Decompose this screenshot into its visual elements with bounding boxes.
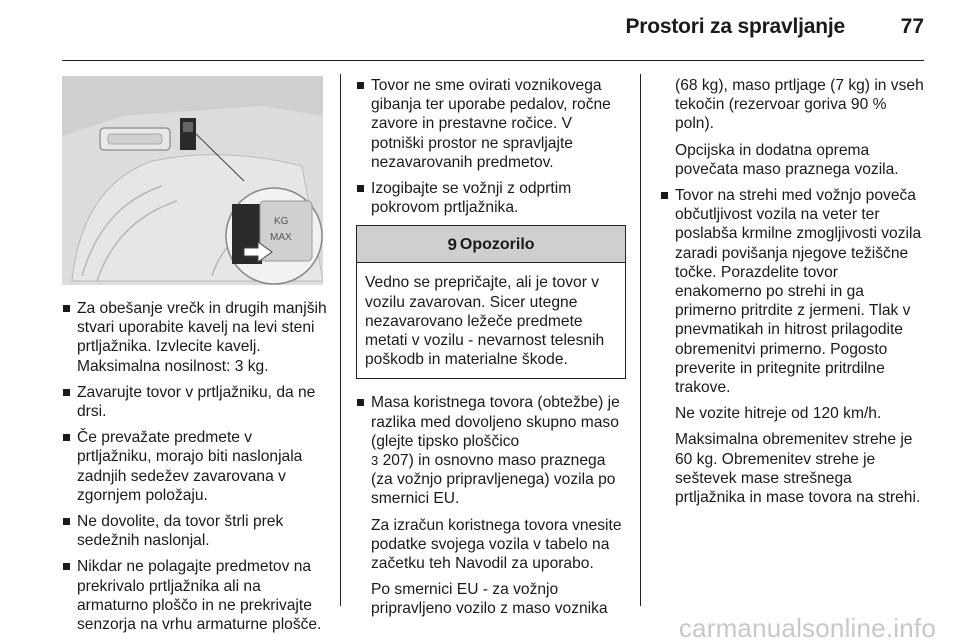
list-item: Tovor na strehi med vožnjo poveča občutljivost vozila na veter ter poslabša krmilne zmogljivosti vozila zaradi povišanja njegove težiščne točke. Porazdelite tovor enakomerno po strehi in ga primerno pritrdite z jermeni. Tlak v pnevmatikah in hitrost prilagodite obremenitvi primerno. Pogosto preverite in pritegnite pritrdilne trakove. xyxy=(660,186,925,397)
mass-text-before: Masa koristnega tovora (obtežbe) je razlika med dovoljeno skupno maso (glejte tipsko ploščico xyxy=(371,394,620,450)
mass-text-after: 207) in osnovno maso praznega (za vožnjo pripravljenega) vozila po smernici EU. xyxy=(371,452,616,508)
mass-bullet-list xyxy=(356,393,626,508)
column-middle xyxy=(356,76,626,626)
hook-badge-max: MAX xyxy=(270,232,292,243)
warning-title: Opozorilo xyxy=(459,235,535,253)
list-item: Izogibajte se vožnji z odprtim pokrovom prtljažnika. xyxy=(356,179,626,217)
watermark: carmanualsonline.info xyxy=(678,613,936,643)
list-item: Če prevažate predmete v prtljažniku, morajo biti naslonjala zadnjih sedežev zavarovana v zgornjem položaju. xyxy=(62,428,327,505)
left-bullet-list xyxy=(62,299,327,634)
paragraph: Po smernici EU - za vožnjo pripravljeno vozilo z maso voznika xyxy=(371,581,608,618)
paragraph: Opcijska in dodatna oprema povečata maso praznega vozila. xyxy=(675,141,899,178)
page-reference-icon[interactable]: 3 xyxy=(371,453,379,469)
page-header xyxy=(0,0,960,62)
list-item: Ne dovolite, da tovor štrli prek sedežnih naslonjal. xyxy=(62,512,327,550)
middle-bullet-list xyxy=(356,76,626,217)
warning-icon: 9 xyxy=(447,234,457,254)
hook-diagram xyxy=(62,76,323,285)
hook-badge-kg: KG xyxy=(274,216,289,227)
list-item: Nikdar ne polagajte predmetov na prekrivalo prtljažnika ali na armaturno ploščo in ne prekrivajte senzorja na vrhu armaturne plošče. xyxy=(62,557,327,634)
paragraph: Ne vozite hitreje od 120 km/h. xyxy=(675,405,882,423)
paragraph: Za izračun koristnega tovora vnesite podatke svojega vozila v tabelo na začetku teh Navodil za uporabo. xyxy=(371,516,622,573)
column-left xyxy=(62,76,327,641)
warning-box xyxy=(356,225,626,379)
column-divider-2 xyxy=(640,74,641,606)
list-item: Za obešanje vrečk in drugih manjših stvari uporabite kavelj na levi steni prtljažnika. Izvlecite kavelj. Maksimalna nosilnost: 3 kg. xyxy=(62,299,327,376)
page-title: Prostori za spravljanje xyxy=(625,15,845,38)
list-item xyxy=(356,393,626,508)
paragraph: Maksimalna obremenitev strehe je 60 kg. Obremenitev strehe je seštevek mase strešnega prtljažnika in mase tovora na strehi. xyxy=(675,431,921,507)
warning-header xyxy=(357,226,625,263)
page-number: 77 xyxy=(900,15,924,38)
column-divider-1 xyxy=(340,74,341,606)
column-right xyxy=(660,76,925,514)
right-bullet-list xyxy=(660,186,925,397)
warning-text: Vedno se prepričajte, ali je tovor v vozilu zavarovan. Sicer utegne nezavarovano ležeče predmete metati v vozilu - nevarnost telesnih poškodb in materialne škode. xyxy=(365,274,605,369)
list-item: Tovor ne sme ovirati voznikovega gibanja ter uporabe pedalov, ročne zavore in prestavne ročice. V potniški prostor ne spravljajte nezavarovanih predmetov. xyxy=(356,76,626,172)
list-item: Zavarujte tovor v prtljažniku, da ne drsi. xyxy=(62,383,327,421)
header-rule xyxy=(62,60,924,61)
luggage-hook-illustration xyxy=(62,76,323,285)
paragraph: (68 kg), maso prtljage (7 kg) in vseh tekočin (rezervoar goriva 90 % poln). xyxy=(675,77,924,133)
